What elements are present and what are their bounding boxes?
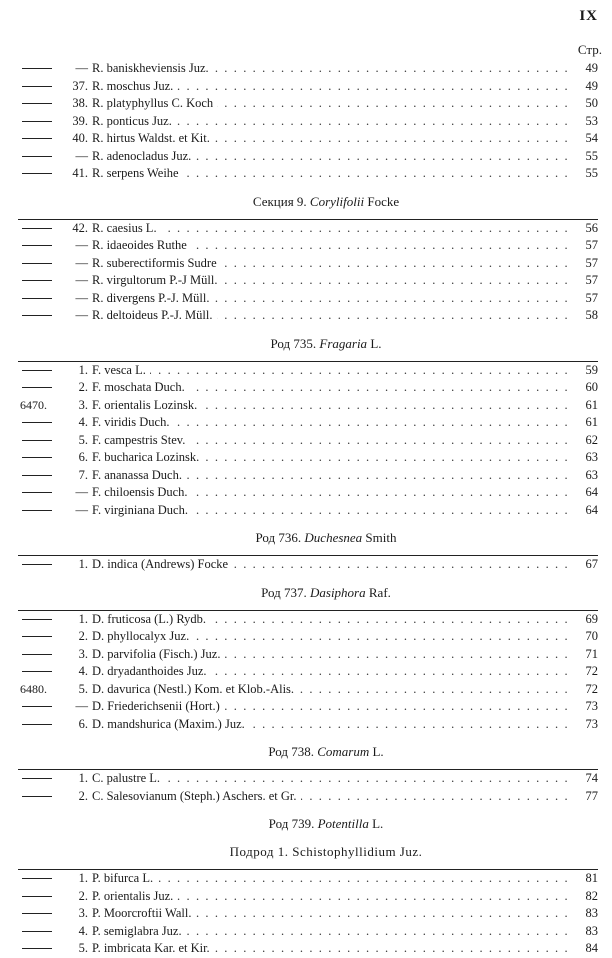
species-name: D. indica (Andrews) Focke . . . xyxy=(92,556,572,574)
section-genus: Fragaria xyxy=(319,335,368,351)
list-item xyxy=(0,502,612,520)
list-item xyxy=(0,484,612,502)
page-column-header: Стр. xyxy=(577,42,602,57)
species-name: R. adenocladus Juz. . . . xyxy=(92,148,572,166)
list-item xyxy=(0,60,612,78)
section-genus: Corylifolii xyxy=(309,193,365,209)
page-ref: 70 xyxy=(585,629,598,643)
section-title xyxy=(0,813,612,835)
entry-number: 1. xyxy=(78,771,88,785)
dash-marker xyxy=(22,654,52,655)
dash-marker xyxy=(22,173,52,174)
entry-number: — xyxy=(75,148,88,163)
page-ref: 83 xyxy=(585,923,598,938)
list-item xyxy=(0,646,612,664)
dash-marker xyxy=(22,86,52,87)
list-item xyxy=(0,611,612,629)
species-name: P. semiglabra Juz. . . . xyxy=(92,923,572,941)
dash-marker xyxy=(22,228,52,229)
page-ref: 81 xyxy=(585,871,598,885)
entry-number: 5. xyxy=(78,432,88,447)
list-item xyxy=(0,870,612,888)
dash-marker xyxy=(22,68,52,69)
entry-number: — xyxy=(75,699,88,713)
dash-marker xyxy=(22,298,52,299)
dash-marker xyxy=(22,671,52,672)
section-author: Focke xyxy=(364,193,400,209)
list-item xyxy=(0,628,612,646)
page-ref: 54 xyxy=(585,131,598,145)
species-name: R. moschus Juz. . . . xyxy=(92,78,572,96)
dash-marker xyxy=(22,931,52,932)
page-ref: 53 xyxy=(585,113,598,128)
species-name: P. Moorcroftii Wall. . . . xyxy=(92,905,572,923)
list-item xyxy=(0,449,612,467)
page-ref: 73 xyxy=(585,699,598,713)
list-item xyxy=(0,770,612,788)
species-name: D. davurica (Nestl.) Kom. et Klob.-Alis. . . . xyxy=(92,681,572,699)
page-ref: 72 xyxy=(585,664,598,678)
page-number: IX xyxy=(579,8,598,24)
page-ref: 50 xyxy=(585,96,598,110)
list-item xyxy=(0,923,612,941)
section-genus: Duchesnea xyxy=(304,530,363,545)
species-name: P. orientalis Juz. . . . xyxy=(92,888,572,906)
entry-number: 2. xyxy=(78,888,88,903)
dash-marker xyxy=(22,138,52,139)
list-item xyxy=(0,78,612,96)
list-item xyxy=(0,379,612,397)
list-item xyxy=(0,681,612,699)
page-ref: 71 xyxy=(585,646,598,661)
species-name: F. bucharica Lozinsk. . . . xyxy=(92,449,572,467)
entry-number: 4. xyxy=(78,415,88,429)
page-ref: 64 xyxy=(585,502,598,517)
dash-marker xyxy=(22,948,52,949)
dash-marker xyxy=(22,440,52,441)
page-ref: 73 xyxy=(585,716,598,731)
species-name: F. vesca L. . . . xyxy=(92,362,572,380)
dash-marker xyxy=(22,492,52,493)
dash-marker xyxy=(22,475,52,476)
species-name: C. Salesovianum (Steph.) Aschers. et Gr. . . . xyxy=(92,788,572,806)
page-ref: 57 xyxy=(585,238,598,252)
species-name: D. Friederichsenii (Hort.) . . . xyxy=(92,698,572,716)
section-genus: Potentilla xyxy=(317,816,369,831)
list-item xyxy=(0,432,612,450)
section-title xyxy=(0,582,612,604)
entry-number: 1. xyxy=(78,611,88,626)
entry-number: 7. xyxy=(78,467,88,482)
entry-number: 2. xyxy=(78,788,88,803)
species-name: P. imbricata Kar. et Kir. . . . xyxy=(92,940,572,958)
section-title xyxy=(0,527,612,549)
section-author: Raf. xyxy=(365,584,391,600)
species-name: R. serpens Weihe . . . xyxy=(92,165,572,183)
page-ref: 61 xyxy=(585,415,598,429)
species-name: D. mandshurica (Maxim.) Juz. . . . xyxy=(92,716,572,734)
page-ref: 61 xyxy=(585,397,598,412)
section-prefix: Род 737. xyxy=(261,584,310,600)
list-item xyxy=(0,165,612,183)
list-item xyxy=(0,95,612,113)
species-index-number: 6470. xyxy=(20,397,47,412)
dash-marker xyxy=(22,913,52,914)
list-item xyxy=(0,290,612,308)
section-title xyxy=(0,333,612,355)
dash-marker xyxy=(22,156,52,157)
species-name: R. baniskheviensis Juz. . . . xyxy=(92,60,572,78)
page-ref: 72 xyxy=(585,681,598,696)
entry-number: 4. xyxy=(78,664,88,678)
page-ref: 57 xyxy=(585,273,598,287)
section-prefix: Род 735. xyxy=(270,335,320,351)
entry-number: 3. xyxy=(78,906,88,920)
species-name: R. caesius L. . . . xyxy=(92,220,572,238)
page-ref: 59 xyxy=(585,362,598,377)
entry-number: 41. xyxy=(72,166,88,180)
list-item xyxy=(0,788,612,806)
list-item xyxy=(0,237,612,255)
list-item xyxy=(0,130,612,148)
dash-marker xyxy=(22,422,52,423)
list-item xyxy=(0,397,612,415)
list-item xyxy=(0,272,612,290)
dash-marker xyxy=(22,878,52,879)
dash-marker xyxy=(22,778,52,779)
species-name: D. phyllocalyx Juz. . . . xyxy=(92,628,572,646)
species-name: D. parvifolia (Fisch.) Juz. . . . xyxy=(92,646,572,664)
list-item xyxy=(0,113,612,131)
species-name: F. viridis Duch. . . . xyxy=(92,414,572,432)
entry-number: 6. xyxy=(78,450,88,464)
species-name: R. deltoideus P.-J. Müll. . . . xyxy=(92,307,572,325)
dash-marker xyxy=(22,245,52,246)
page-ref: 57 xyxy=(585,255,598,270)
dash-marker xyxy=(22,457,52,458)
dash-marker xyxy=(22,263,52,264)
dash-marker xyxy=(22,121,52,122)
entry-number: — xyxy=(75,308,88,322)
list-item xyxy=(0,362,612,380)
page-ref: 60 xyxy=(585,380,598,394)
page-ref: 63 xyxy=(585,467,598,482)
species-index-number: 6480. xyxy=(20,681,47,696)
species-name: D. fruticosa (L.) Rydb. . . . xyxy=(92,611,572,629)
list-item xyxy=(0,940,612,958)
list-item xyxy=(0,307,612,325)
dash-marker xyxy=(22,706,52,707)
species-name: F. virginiana Duch. . . . xyxy=(92,502,572,520)
species-name: F. chiloensis Duch. . . . xyxy=(92,484,572,502)
entry-number: 1. xyxy=(78,362,88,377)
page-ref: 83 xyxy=(585,906,598,920)
species-name: F. orientalis Lozinsk. . . . xyxy=(92,397,572,415)
species-name: R. ponticus Juz. . . . xyxy=(92,113,572,131)
entry-number: 5. xyxy=(78,941,88,955)
species-name: C. palustre L. . . . xyxy=(92,770,572,788)
entry-number: 2. xyxy=(78,380,88,394)
entry-number: 38. xyxy=(72,96,88,110)
list-item xyxy=(0,220,612,238)
entry-number: 6. xyxy=(78,716,88,731)
species-name: F. ananassa Duch. . . . xyxy=(92,467,572,485)
species-name: R. suberectiformis Sudre . . . xyxy=(92,255,572,273)
page-ref: 55 xyxy=(585,148,598,163)
dash-marker xyxy=(22,370,52,371)
dash-marker xyxy=(22,796,52,797)
entry-number: — xyxy=(75,61,88,75)
section-author: Smith xyxy=(362,530,397,545)
list-item xyxy=(0,716,612,734)
list-item xyxy=(0,467,612,485)
dash-marker xyxy=(22,896,52,897)
entry-number: 40. xyxy=(72,131,88,145)
entry-number: 37. xyxy=(72,78,88,93)
page-ref: 74 xyxy=(585,771,598,785)
species-name: R. virgultorum P.-J Müll. . . . xyxy=(92,272,572,290)
list-item xyxy=(0,663,612,681)
dash-marker xyxy=(22,724,52,725)
entry-number: — xyxy=(75,485,88,499)
page-ref: 62 xyxy=(585,432,598,447)
page-ref: 84 xyxy=(585,941,598,955)
entry-number: — xyxy=(75,290,88,305)
list-item xyxy=(0,698,612,716)
page-ref: 49 xyxy=(585,78,598,93)
page-ref: 82 xyxy=(585,888,598,903)
page-ref: 49 xyxy=(585,61,598,75)
entry-number: 3. xyxy=(78,646,88,661)
entry-number: 3. xyxy=(78,397,88,412)
species-name: F. moschata Duch. . . . xyxy=(92,379,572,397)
page-ref: 56 xyxy=(585,220,598,235)
species-name: R. platyphyllus C. Koch . . . xyxy=(92,95,572,113)
dash-marker xyxy=(22,387,52,388)
section-genus: Dasiphora xyxy=(310,584,366,600)
dash-marker xyxy=(22,619,52,620)
section-prefix: Род 736. xyxy=(255,530,305,545)
dash-marker xyxy=(22,103,52,104)
list-item xyxy=(0,905,612,923)
page-ref: 64 xyxy=(585,485,598,499)
section-author: L. xyxy=(369,744,384,759)
list-item xyxy=(0,556,612,574)
entry-number: 39. xyxy=(72,113,88,128)
entry-number: 5. xyxy=(78,681,88,696)
dash-marker xyxy=(22,315,52,316)
dash-marker xyxy=(22,280,52,281)
list-item xyxy=(0,888,612,906)
dash-marker xyxy=(22,636,52,637)
entry-number: 1. xyxy=(78,557,88,571)
table-of-contents xyxy=(0,60,612,958)
entry-number: — xyxy=(75,273,88,287)
page-ref: 67 xyxy=(585,557,598,571)
list-item xyxy=(0,255,612,273)
page-ref: 57 xyxy=(585,290,598,305)
entry-number: 1. xyxy=(78,871,88,885)
section-prefix: Род 738. xyxy=(268,744,318,759)
species-name: F. campestris Stev. . . . xyxy=(92,432,572,450)
species-name: R. idaeoides Ruthe . . . xyxy=(92,237,572,255)
entry-number: 2. xyxy=(78,629,88,643)
species-name: P. bifurca L. . . . xyxy=(92,870,572,888)
entry-number: — xyxy=(75,238,88,252)
list-item xyxy=(0,148,612,166)
entry-number: — xyxy=(75,255,88,270)
section-prefix: Секция 9. xyxy=(252,193,310,209)
section-subtitle: Подрод 1. Schistophyllidium Juz. xyxy=(229,844,423,859)
section-genus: Comarum xyxy=(317,744,370,759)
section-author: L. xyxy=(367,335,382,351)
page-ref: 58 xyxy=(585,308,598,322)
section-title xyxy=(0,741,612,763)
entry-number: 42. xyxy=(72,220,88,235)
entry-number: — xyxy=(75,502,88,517)
species-name: R. divergens P.-J. Müll. . . . xyxy=(92,290,572,308)
page-ref: 77 xyxy=(585,788,598,803)
section-prefix: Род 739. xyxy=(268,816,318,831)
species-name: D. dryadanthoides Juz. . . . xyxy=(92,663,572,681)
list-item xyxy=(0,414,612,432)
page-ref: 55 xyxy=(585,166,598,180)
entry-number: 4. xyxy=(78,923,88,938)
page-ref: 63 xyxy=(585,450,598,464)
species-name: R. hirtus Waldst. et Kit. . . . xyxy=(92,130,572,148)
page-ref: 69 xyxy=(585,611,598,626)
dash-marker xyxy=(22,510,52,511)
section-author: L. xyxy=(368,816,384,831)
section-title xyxy=(0,191,612,213)
dash-marker xyxy=(22,564,52,565)
